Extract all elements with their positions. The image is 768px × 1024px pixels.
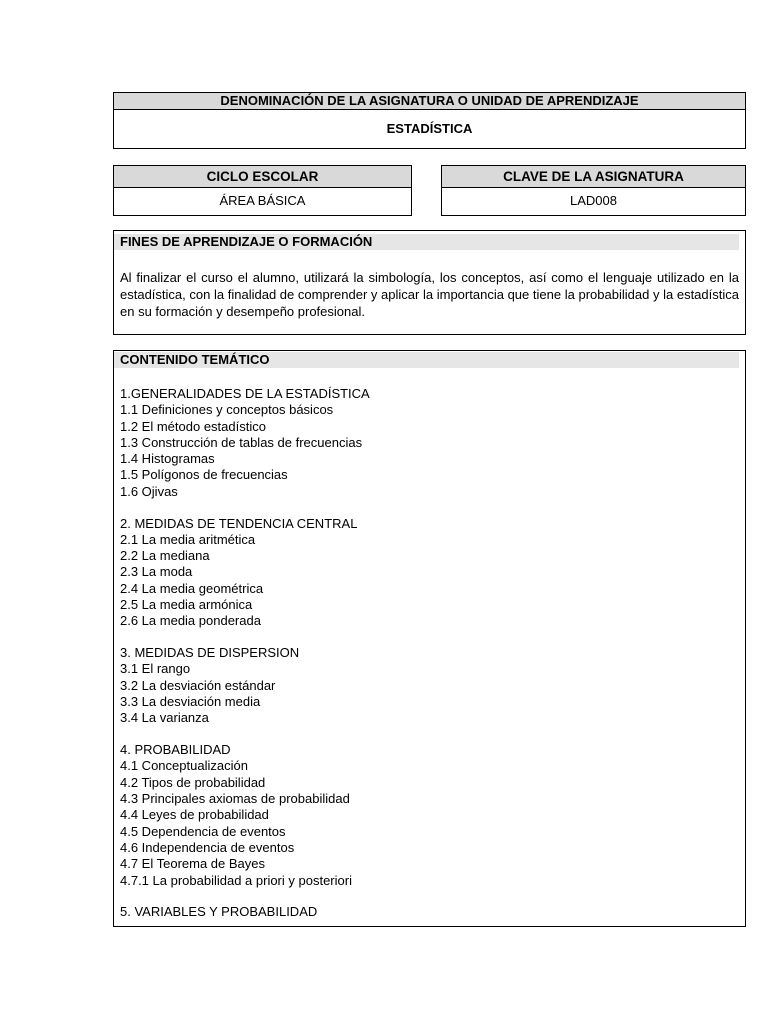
contenido-list	[114, 368, 745, 921]
fines-section	[113, 230, 746, 335]
topic-item: 4.1 Conceptualización	[120, 758, 248, 774]
topic-item: 1.2 El método estadístico	[120, 418, 266, 434]
topic-item: 4.7 El Teorema de Bayes	[120, 856, 266, 872]
clave-asignatura-header: CLAVE DE LA ASIGNATURA	[442, 166, 745, 188]
denominacion-table	[113, 92, 746, 149]
topic-item: 2.6 La media ponderada	[120, 613, 261, 629]
contenido-tematico-section	[113, 350, 746, 927]
topic-item: 4.2 Tipos de probabilidad	[120, 774, 266, 790]
topic-item: 3.2 La desviación estándar	[120, 677, 276, 693]
fines-header: FINES DE APRENDIZAJE O FORMACIÓN	[114, 234, 739, 250]
ciclo-escolar-table	[113, 165, 412, 216]
ciclo-escolar-header: CICLO ESCOLAR	[114, 166, 411, 188]
ciclo-escolar-value: ÁREA BÁSICA	[219, 193, 306, 208]
topic-item: 2.3 La moda	[120, 564, 193, 580]
fines-paragraph: Al finalizar el curso el alumno, utilizará la simbología, los conceptos, así como el lenguaje utilizado en la estadística, con la finalidad de comprender y aplicar la importancia que tiene la probabilidad y la estadística en su formación y desempeño profesional.	[120, 270, 739, 319]
clave-asignatura-table	[441, 165, 746, 216]
topic-item: 4.6 Independencia de eventos	[120, 839, 295, 855]
asignatura-name: ESTADÍSTICA	[386, 121, 473, 136]
unit-title: 3. MEDIDAS DE DISPERSION	[120, 645, 300, 661]
unit-title: 5. VARIABLES Y PROBABILIDAD	[120, 904, 318, 920]
topic-item: 1.5 Polígonos de frecuencias	[120, 467, 288, 483]
topic-item: 1.6 Ojivas	[120, 483, 178, 499]
topic-item: 1.4 Histogramas	[120, 451, 215, 467]
topic-item: 2.4 La media geométrica	[120, 580, 264, 596]
unit-title: 1.GENERALIDADES DE LA ESTADÍSTICA	[120, 386, 370, 401]
topic-item: 3.3 La desviación media	[120, 694, 261, 710]
topic-item: 4.7.1 La probabilidad a priori y posteriori	[120, 872, 352, 888]
topic-item: 2.2 La mediana	[120, 548, 210, 564]
unit-title: 2. MEDIDAS DE TENDENCIA CENTRAL	[120, 515, 358, 531]
topic-item: 3.1 El rango	[120, 661, 191, 677]
topic-item: 4.3 Principales axiomas de probabilidad	[120, 791, 350, 807]
contenido-header: CONTENIDO TEMÁTICO	[114, 352, 739, 368]
topic-item: 1.3 Construcción de tablas de frecuencias	[120, 434, 363, 450]
unit-title: 4. PROBABILIDAD	[120, 742, 231, 758]
topic-item: 1.1 Definiciones y conceptos básicos	[120, 402, 334, 418]
denominacion-header: DENOMINACIÓN DE LA ASIGNATURA O UNIDAD DE APRENDIZAJE	[114, 93, 745, 110]
topic-item: 4.5 Dependencia de eventos	[120, 823, 286, 839]
topic-item: 2.1 La media aritmética	[120, 531, 256, 547]
clave-asignatura-value: LAD008	[570, 193, 617, 208]
topic-item: 2.5 La media armónica	[120, 597, 253, 613]
topic-item: 4.4 Leyes de probabilidad	[120, 807, 269, 823]
topic-item: 3.4 La varianza	[120, 710, 209, 726]
